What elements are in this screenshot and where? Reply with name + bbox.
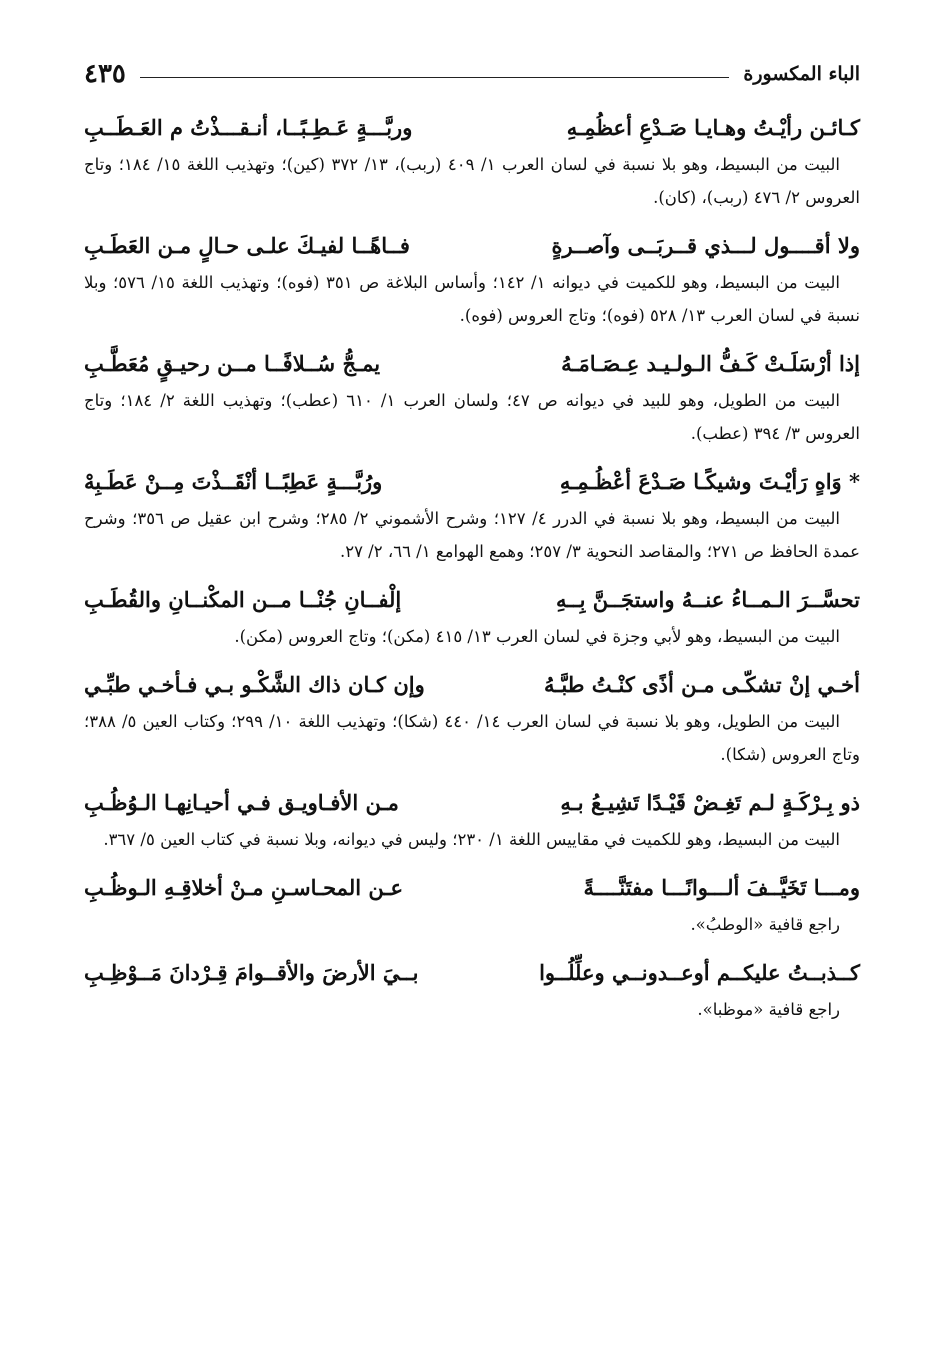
- verse-line: [84, 110, 860, 146]
- second-hemistich: مـن الأفـاويـق فـي أحيـانِهـا الـوُظُـبِ: [84, 790, 399, 815]
- verse-entry: [84, 582, 860, 653]
- verse-line: [84, 346, 860, 382]
- first-hemistich: ومـــا تَخَيَّــفَ ألـــوانًـــا مفتَنَّــــةً: [583, 875, 860, 900]
- second-hemistich: فــاهًــا لفيـكَ علـى حـالٍ مـن العَطَـبِ: [84, 233, 410, 258]
- first-hemistich: ذو بِـرْكَـةٍ لـم تَغِـضْ قَيْـدًا تَشِيـعُ بـهِ: [560, 790, 860, 815]
- verse-entry: [84, 785, 860, 856]
- first-hemistich: كـائـن رأيْـتُ وهـايـا صَـدْعِ أعظُمِـهِ: [566, 115, 860, 140]
- verse-entry: [84, 870, 860, 941]
- page-number: ٤٣٥: [84, 59, 126, 89]
- verse-note: البيت من البسيط، وهو للكميت في مقاييس اللغة ١/ ٢٣٠؛ وليس في ديوانه، وبلا نسبة في كتاب العين ٥/ ٣٦٧.: [103, 830, 840, 849]
- verse-line: [84, 582, 860, 618]
- verse-entry: [84, 346, 860, 450]
- verse-line: [84, 464, 860, 500]
- verse-note: البيت من البسيط، وهو للكميت في ديوانه ١/ ١٤٢؛ وأساس البلاغة ص ٣٥١ (فوه)؛ وتهذيب اللغة ١٥/ ٥٧٦؛ وبلا نسبة في لسان العرب ١٣/ ٥٢٨ (فوه)؛ وتاج العروس (فوه).: [84, 273, 860, 325]
- first-hemistich: * وَاهٍ رَأيْـتَ وشيكًـا صَـدْعَ أعْظُـمِـهِ: [559, 469, 860, 494]
- verse-note: البيت من البسيط، وهو بلا نسبة في الدرر ٤/ ١٢٧؛ وشرح الأشموني ٢/ ٢٨٥؛ وشرح ابن عقيل ص ٣٥٦؛ وشرح عمدة الحافظ ص ٢٧١؛ والمقاصد النحوية ٣/ ٢٥٧؛ وهمع الهوامع ١/ ٦٦، ٢/ ٢٧.: [84, 509, 860, 561]
- second-hemistich: عـن المحـاسـنِ مـنْ أخلاقِـهِ الـوظُـبِ: [84, 875, 404, 900]
- second-hemistich: ورُبَّـــةٍ عَطِبًــا أنْقَــذْتَ مِــنْ عَطَـبِهْ: [84, 469, 383, 494]
- header-rule: [140, 77, 730, 78]
- second-hemistich: يمـجُّ سُــلافًــا مــن رحيـقٍ مُعَطَّـبِ: [84, 351, 381, 376]
- verse-line: [84, 228, 860, 264]
- verse-note: راجع قافية «الوطبُ».: [690, 915, 840, 934]
- verse-note: البيت من البسيط، وهو لأبي وجزة في لسان العرب ١٣/ ٤١٥ (مكن)؛ وتاج العروس (مكن).: [234, 627, 840, 646]
- verse-entry: [84, 228, 860, 332]
- first-hemistich: تحسَّــرَ الـمــاءُ عنــهُ واستجَــنَّ بِــهِ: [556, 587, 860, 612]
- verse-note: راجع قافية «موظبا».: [697, 1000, 840, 1019]
- verse-note: البيت من الطويل، وهو بلا نسبة في لسان العرب ١٤/ ٤٤٠ (شكا)؛ وتهذيب اللغة ١٠/ ٢٩٩؛ وكتاب العين ٥/ ٣٨٨؛ وتاج العروس (شكا).: [84, 712, 860, 764]
- verse-entry: [84, 667, 860, 771]
- verse-line: [84, 785, 860, 821]
- second-hemistich: وربَّـــةٍ عَـطِـبًــا، أنـقـــذْتُ م العَـطَــبِ: [84, 115, 413, 140]
- second-hemistich: إلْفــانِ جُنْــا مــن المكْنــانِ والقُطَـبِ: [84, 587, 402, 612]
- verse-line: [84, 667, 860, 703]
- verse-line: [84, 955, 860, 991]
- verse-entry: [84, 955, 860, 1026]
- running-title: الباء المكسورة: [743, 63, 860, 85]
- verse-note: البيت من الطويل، وهو للبيد في ديوانه ص ٤٧؛ ولسان العرب ١/ ٦١٠ (عطب)؛ وتهذيب اللغة ٢/ ١٨٤؛ وتاج العروس ٣/ ٣٩٤ (عطب).: [84, 391, 860, 443]
- first-hemistich: كــذبــتُ عليكــم أوعــدونــي وعلِّلُــوا: [539, 960, 860, 985]
- first-hemistich: ولا أقــــول لـــذي قــربَــى وآصــرةٍ: [551, 233, 860, 258]
- verse-entry: [84, 464, 860, 568]
- verse-note: البيت من البسيط، وهو بلا نسبة في لسان العرب ١/ ٤٠٩ (ربب)، ١٣/ ٣٧٢ (كين)؛ وتهذيب اللغة ١٥/ ١٨٤؛ وتاج العروس ٢/ ٤٧٦ (ربب)، (كان).: [84, 155, 860, 207]
- page-header: [84, 52, 860, 96]
- verse-line: [84, 870, 860, 906]
- second-hemistich: وإن كـان ذاك الشَّكْـو بـي فـأخـي طبِّـي: [84, 672, 425, 697]
- first-hemistich: إذا أرْسَلَـتْ كَـفُّ الـولـيـد عِـصَـامَـهُ: [561, 351, 860, 376]
- second-hemistich: بــيَ الأرضَ والأقــوامَ قِـرْدانَ مَــوْظِـبِ: [84, 960, 419, 985]
- verse-entry: [84, 110, 860, 214]
- first-hemistich: أخـي إنْ تشكّـى مـن أذًى كنْـتُ طبَّـهُ: [543, 672, 860, 697]
